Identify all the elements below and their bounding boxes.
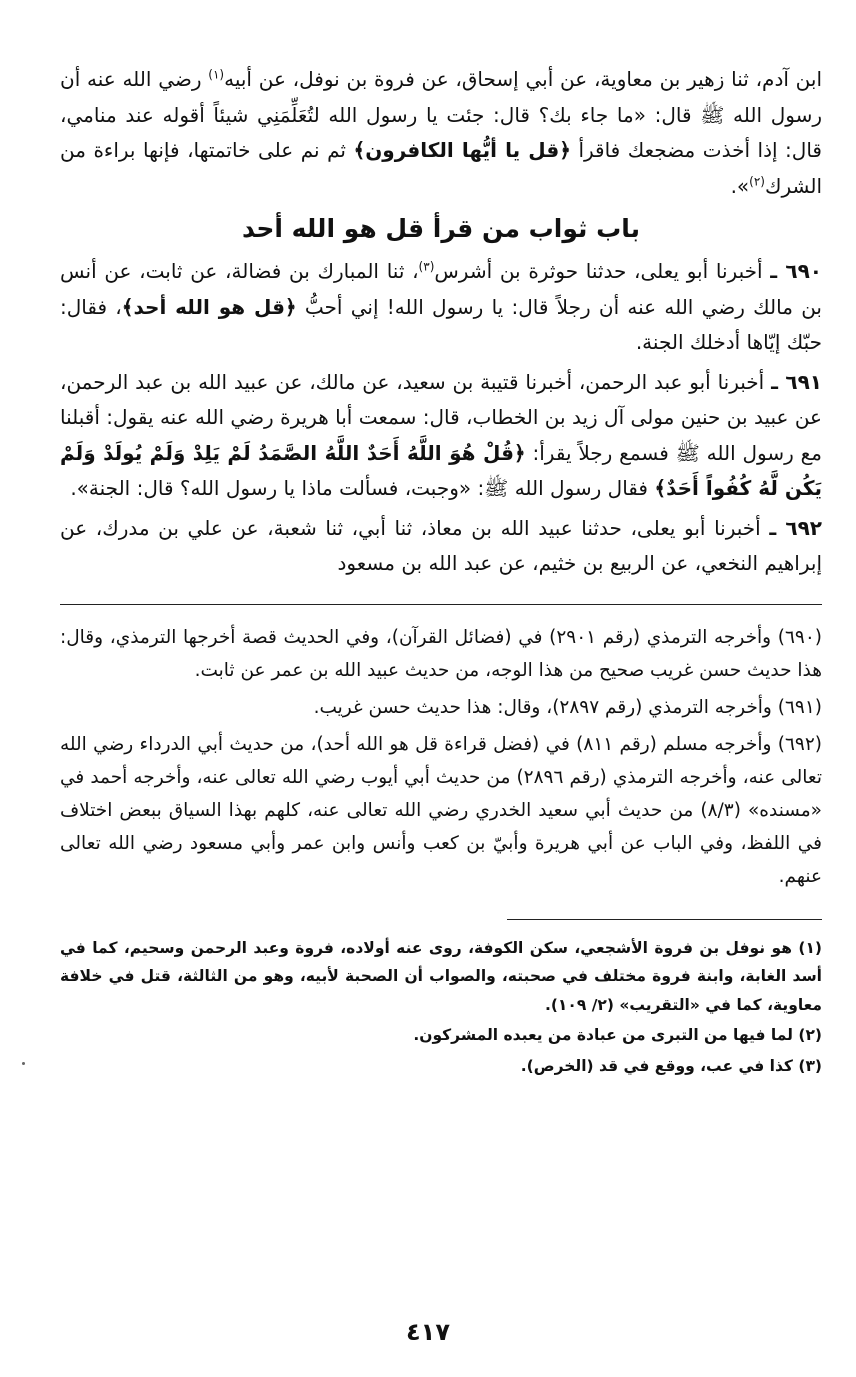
footnote-marker: (٢): [749, 173, 765, 188]
text-run: ابن آدم، ثنا زهير بن معاوية، عن أبي إسحاق، عن فروة بن نوفل، عن أبيه: [224, 67, 823, 91]
scan-speck: [22, 1062, 25, 1065]
main-text: [60, 62, 822, 582]
takhrij-notes: [60, 621, 822, 893]
page-number: ٤١٧: [406, 1318, 450, 1346]
chapter-heading: باب ثواب من قرأ قل هو الله أحد: [241, 214, 641, 243]
notes-separator: [60, 604, 822, 605]
continued-paragraph: [60, 62, 822, 204]
footnote-1: (١) هو نوفل بن فروة الأشجعي، سكن الكوفة، روى عنه أولاده، فروة وعبد الرحمن وسحيم، كما في أسد الغابة، وابنة فروة مختلف في صحبته، والصواب أن الصحبة لأبيه، وهو من الثالثة، قتل في خلافة معاوية، كما في «التقريب» (٢/ ١٠٩).: [60, 938, 822, 1014]
text-run: ».: [730, 173, 750, 198]
footnote-2: (٢) لما فيها من التبرى من عبادة من يعبده المشركون.: [413, 1026, 822, 1044]
text-run: ، فقال: حبّك إيّاها أدخلك الجنة.: [60, 294, 822, 354]
hadith-number: ٦٩١ ـ: [771, 369, 822, 394]
quran-quote: ﴿قل يا أيُّها الكافرون﴾: [353, 138, 571, 162]
footnote-marker: (١): [208, 67, 225, 82]
hadith-number: ٦٩٢ ـ: [769, 515, 822, 540]
quran-quote: ﴿قُلْ هُوَ اللَّهُ أَحَدٌ اللَّهُ الصَّمَدُ لَمْ يَلِدْ وَلَمْ يُولَدْ وَلَمْ يَكُن لَّهُ كُفُواً أَحَدٌ﴾: [60, 440, 822, 500]
text-run: أخبرنا أبو يعلى، حدثنا حوثرة بن أشرس: [434, 259, 771, 283]
footnotes: [60, 934, 822, 1081]
book-page: [60, 62, 822, 1082]
text-run: رضي الله عنه أن رسول الله ﷺ قال: «ما جاء بك؟ قال: جئت يا رسول الله لتُعَلِّمَنِي شيئاً أقوله عند منامي، قال: إذا أخذت مضجعك فاقرأ: [60, 67, 822, 162]
footnote-marker: (٣): [418, 259, 435, 274]
text-run: ثم نم على خاتمتها، فإنها براءة من الشرك: [60, 138, 822, 198]
hadith-690: [60, 254, 822, 361]
note-692: (٦٩٢) وأخرجه مسلم (رقم ٨١١) في (فضل قراءة قل هو الله أحد)، من حديث أبي الدرداء رضي الله تعالى عنه، وأخرجه الترمذي (رقم ٢٨٩٦) من حديث أبي أيوب رضي الله تعالى عنه، وأخرجه أحمد في «مسنده» (٨/٣) من حديث أبي سعيد الخدري رضي الله تعالى عنه، كلهم بهذا السياق ببعض اختلاف في اللفظ، وفي الباب عن أبي هريرة وأبيّ بن كعب وأنس وابن عمر وأبي مسعود رضي الله تعالى عنهم.: [60, 733, 823, 887]
note-691: (٦٩١) وأخرجه الترمذي (رقم ٢٨٩٧)، وقال: هذا حديث حسن غريب.: [313, 696, 822, 718]
hadith-number: ٦٩٠ ـ: [770, 259, 822, 283]
hadith-691: [60, 365, 822, 507]
quran-quote: ﴿قل هو الله أحد﴾: [121, 294, 297, 319]
text-run: ، ثنا المبارك بن فضالة، عن ثابت، عن أنس بن مالك رضي الله عنه أن رجلاً قال: يا رسول الله! إني أحبُّ: [60, 259, 822, 319]
hadith-692: [60, 511, 822, 582]
note-690: (٦٩٠) وأخرجه الترمذي (رقم ٢٩٠١) في (فضائل القرآن)، وفي الحديث قصة أخرجها الترمذي، وقال: هذا حديث حسن غريب صحيح من هذا الوجه، من حديث عبيد الله بن عمر عن ثابت.: [60, 626, 822, 681]
text-run: أخبرنا أبو يعلى، حدثنا عبيد الله بن معاذ، ثنا أبي، ثنا شعبة، عن علي بن مدرك، عن إبراهيم النخعي، عن الربيع بن خثيم، عن عبد الله بن مسعود: [60, 515, 822, 575]
footnotes-separator: [507, 919, 822, 920]
text-run: فقال رسول الله ﷺ: «وجبت، فسألت ماذا يا رسول الله؟ قال: الجنة».: [70, 476, 655, 500]
footnote-3: (٣) كذا في عب، ووقع في قد (الخرص).: [520, 1056, 822, 1075]
text-run: أخبرنا أبو عبد الرحمن، أخبرنا قتيبة بن سعيد، عن مالك، عن عبيد الله بن عبد الرحمن، عن عبيد بن حنين مولى آل زيد بن الخطاب، قال: سمعت أبا هريرة رضي الله عنه يقول: أقبلنا مع رسول الله ﷺ فسمع رجلاً يقرأ:: [60, 369, 822, 465]
